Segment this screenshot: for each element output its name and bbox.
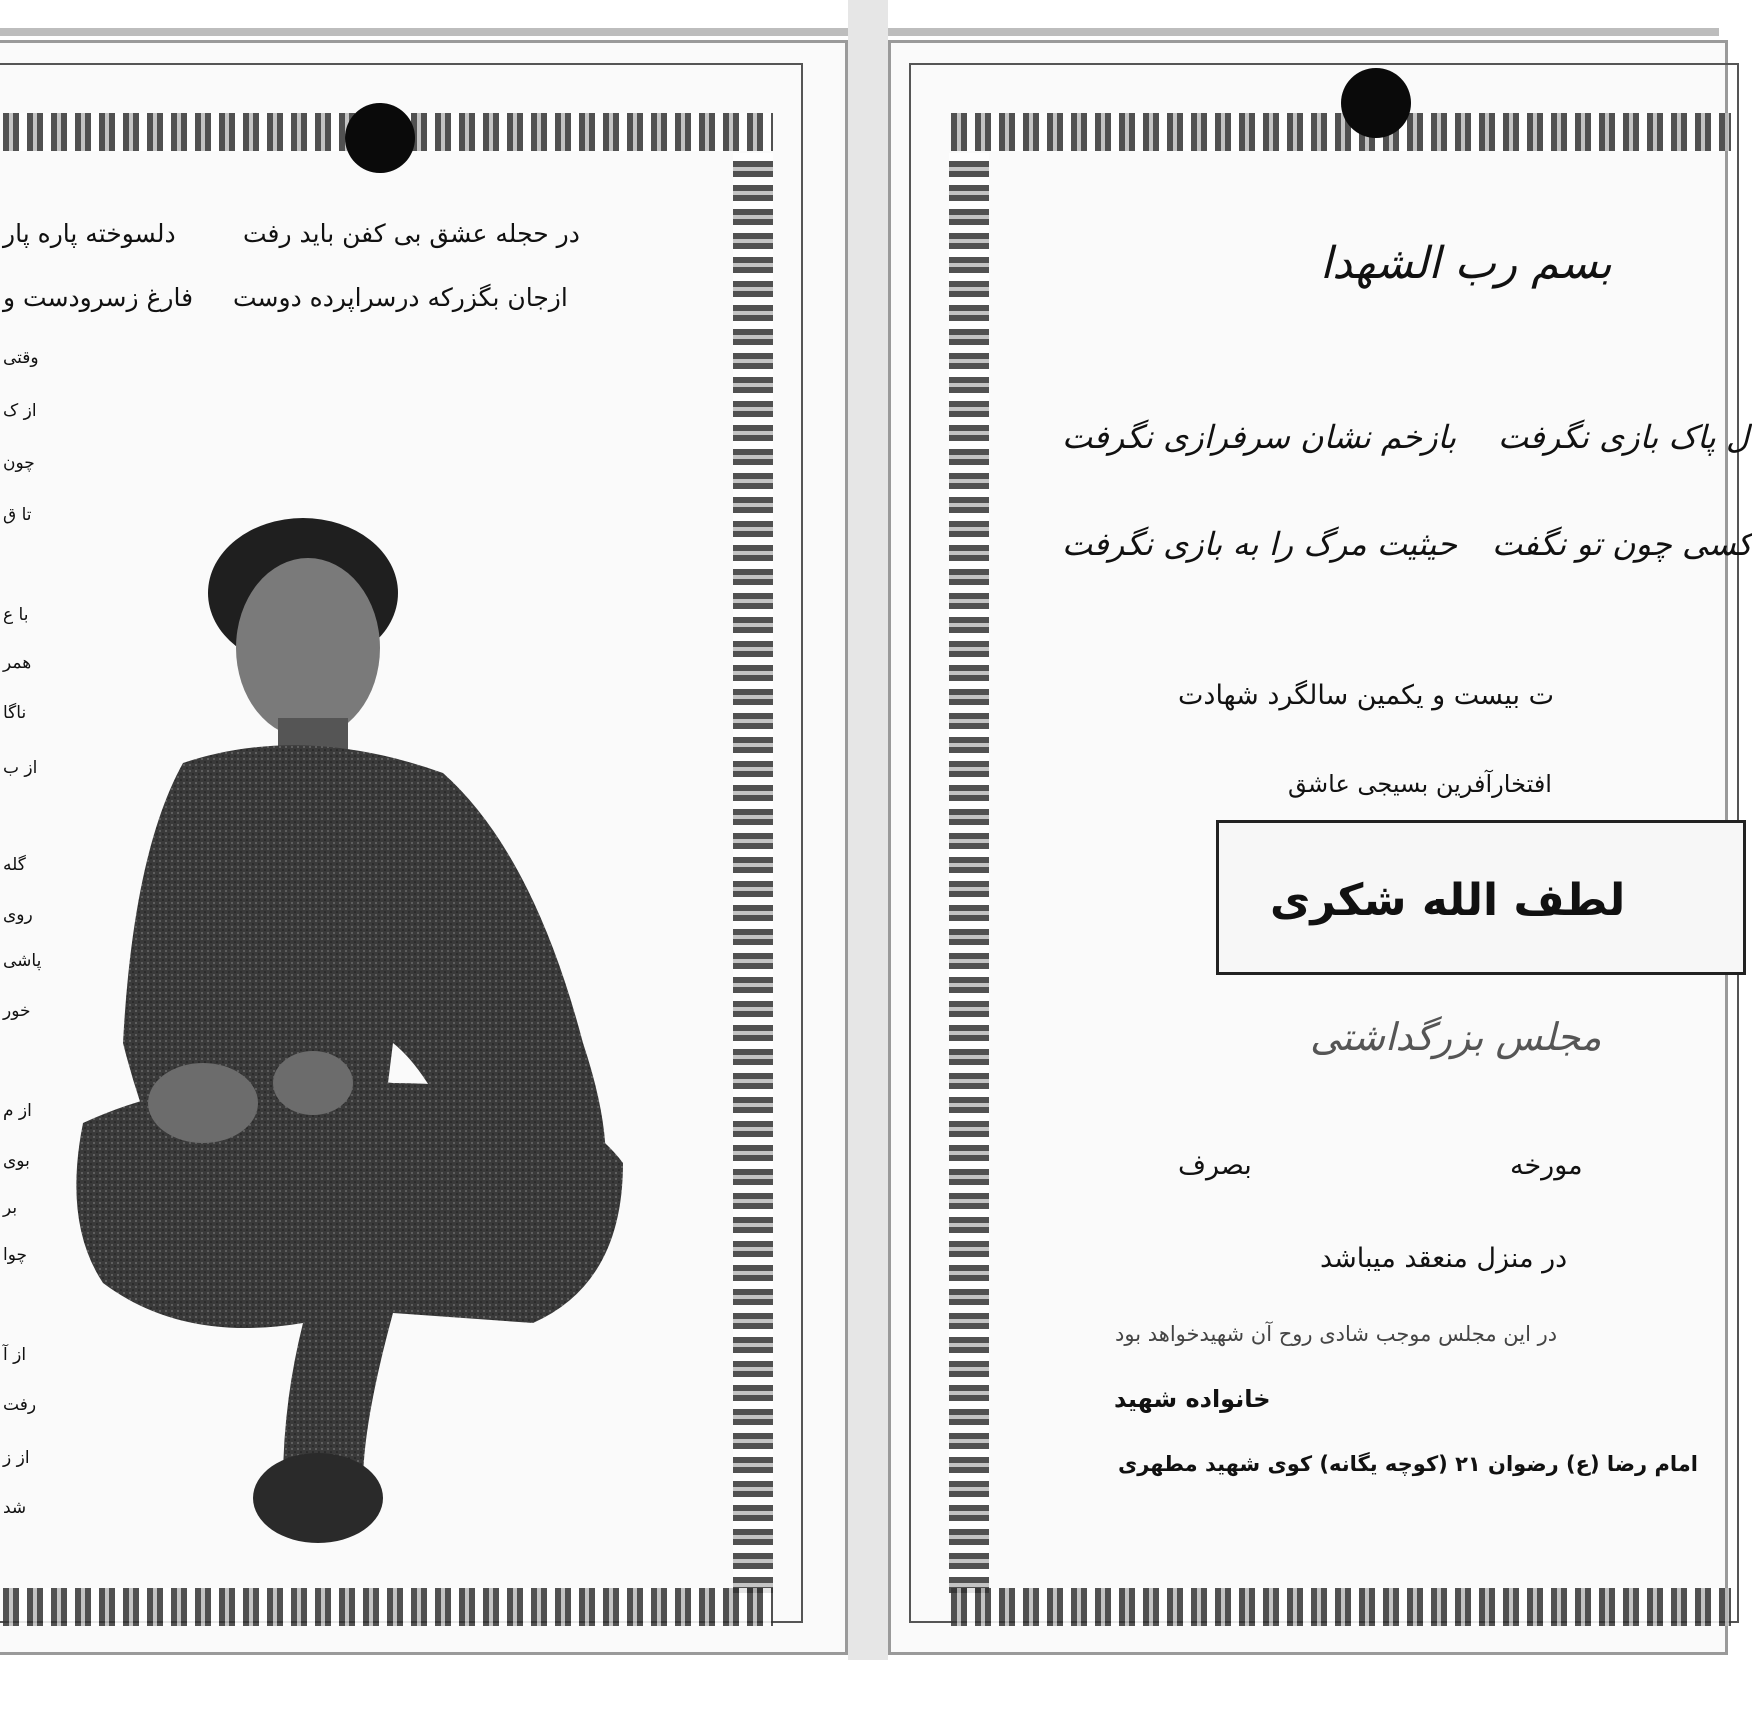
- verse-line-1-right: ل پاک بازی نگرفت: [1498, 418, 1750, 456]
- verse-line-1-left: بازخم نشان سرفرازی نگرفت: [1062, 418, 1457, 456]
- side-fragment: از ب: [3, 758, 38, 778]
- side-fragment: ناگا: [3, 703, 27, 723]
- side-fragment: همر: [3, 653, 32, 673]
- attendance-note: در این مجلس موجب شادی روح آن شهیدخواهد بود: [1115, 1322, 1558, 1346]
- poem-line-2-right: ازجان بگزرکه درسراپرده دوست: [233, 283, 568, 312]
- side-fragment: با ع: [3, 605, 29, 625]
- venue-line: در منزل منعقد میباشد: [1320, 1243, 1568, 1274]
- address-line: امام رضا (ع) رضوان ۲۱ (کوچه یگانه) کوی شهید مطهری: [1118, 1452, 1698, 1476]
- verse-line-2-left: حیثیت مرگ را به بازی نگرفت: [1062, 525, 1457, 563]
- side-fragment: از م: [3, 1101, 32, 1121]
- verse-line-2-right: کسی چون تو نگفت: [1492, 525, 1752, 563]
- card-title: بسم رب الشهدا: [1320, 238, 1612, 289]
- side-fragment: روی: [3, 905, 33, 925]
- scan-edge-middle: [848, 0, 888, 1719]
- left-ornament-bottom: [3, 1588, 773, 1626]
- honor-line: افتخارآفرین بسیجی عاشق: [1288, 770, 1552, 798]
- right-ornament-bottom: [951, 1588, 1731, 1626]
- poem-line-2-left: فارغ زسرودست و: [3, 283, 194, 312]
- side-fragment: از ک: [3, 401, 37, 421]
- side-fragment: رفت: [3, 1395, 37, 1415]
- side-fragment: پاشی: [3, 951, 42, 971]
- right-ornament-top: [951, 113, 1731, 151]
- scan-edge-bottom: [0, 1660, 1719, 1719]
- side-fragment: گله: [3, 855, 26, 875]
- punch-hole-left: [345, 103, 415, 173]
- side-fragment: بوی: [3, 1151, 30, 1171]
- left-ornament-side: [733, 153, 773, 1593]
- time-label: بصرف: [1178, 1150, 1252, 1181]
- side-fragment: خور: [3, 1001, 31, 1021]
- side-fragment: بر: [3, 1198, 18, 1218]
- anniversary-line: ت بیست و یکمین سالگرد شهادت: [1178, 680, 1555, 711]
- side-fragment: از ز: [3, 1448, 30, 1468]
- punch-hole-right: [1341, 68, 1411, 138]
- martyr-photo: [63, 523, 703, 1583]
- poem-line-1-right: در حجله عشق بی کفن باید رفت: [243, 219, 580, 248]
- side-fragment: شد: [3, 1498, 27, 1518]
- side-fragment: چون: [3, 453, 35, 473]
- side-fragment: از آ: [3, 1345, 27, 1365]
- date-label: مورخه: [1510, 1150, 1583, 1181]
- side-fragment: تا ق: [3, 505, 32, 525]
- left-card-page: [0, 40, 848, 1655]
- side-fragment: وقتی: [3, 348, 39, 368]
- martyr-name: لطف الله شکری: [1270, 875, 1626, 926]
- signature: خانواده شهید: [1114, 1385, 1271, 1413]
- side-fragment: چوا: [3, 1245, 28, 1265]
- right-ornament-side: [949, 153, 989, 1593]
- poem-line-1-left: دلسوخته پاره پار: [3, 219, 176, 248]
- ceremony-title: مجلس بزرگداشتی: [1310, 1015, 1602, 1059]
